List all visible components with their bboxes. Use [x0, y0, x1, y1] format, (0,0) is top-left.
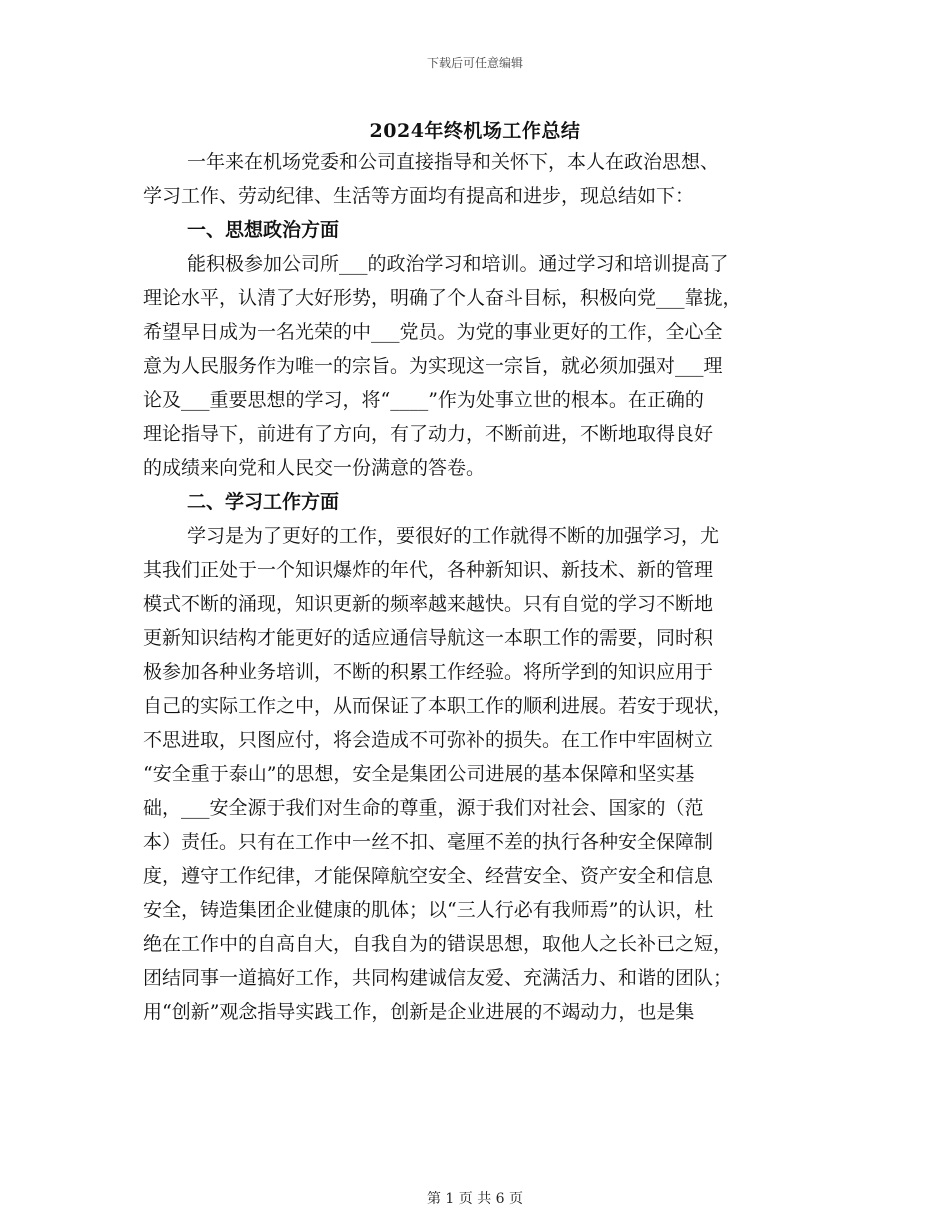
section-heading-study-work: 二、学习工作方面 [187, 491, 340, 513]
paragraph-line: 自己的实际工作之中，从而保证了本职工作的顺利进展。若安于现状， [143, 695, 733, 717]
page-number: 第 1 页 共 6 页 [426, 1191, 524, 1207]
paragraph-line: 理论指导下，前进有了方向，有了动力，不断前进，不断地取得良好 [143, 423, 714, 445]
document-title: 2024年终机场工作总结 [369, 120, 581, 142]
paragraph-line: 能积极参加公司所___的政治学习和培训。通过学习和培训提高了 [187, 253, 729, 275]
paragraph-line: 一年来在机场党委和公司直接指导和关怀下，本人在政治思想、 [187, 151, 720, 173]
paragraph-line: 意为人民服务作为唯一的宗旨。为实现这一宗旨，就必须加强对___理 [143, 355, 723, 377]
paragraph-line: 模式不断的涌现，知识更新的频率越来越快。只有自觉的学习不断地 [143, 593, 714, 615]
paragraph-line: “安全重于泰山”的思想，安全是集团公司进展的基本保障和坚实基 [143, 763, 695, 785]
paragraph-line: 础，___安全源于我们对生命的尊重，源于我们对社会、国家的（范 [143, 797, 704, 819]
paragraph-line: 团结同事一道搞好工作，共同构建诚信友爱、充满活力、和谐的团队； [143, 967, 733, 989]
paragraph-line: 学习是为了更好的工作，要很好的工作就得不断的加强学习，尤 [187, 525, 720, 547]
paragraph-line: 论及___重要思想的学习，将“____”作为处事立世的根本。在正确的 [143, 389, 704, 411]
paragraph-line: 绝在工作中的自高自大，自我自为的错误思想，取他人之长补已之短， [143, 933, 733, 955]
paragraph-line: 希望早日成为一名光荣的中___党员。为党的事业更好的工作，全心全 [143, 321, 723, 343]
paragraph-line: 学习工作、劳动纪律、生活等方面均有提高和进步，现总结如下： [143, 185, 695, 207]
section-heading-politics: 一、思想政治方面 [187, 219, 340, 241]
paragraph-line: 的成绩来向党和人民交一份满意的答卷。 [143, 457, 486, 479]
paragraph-line: 度，遵守工作纪律，才能保障航空安全、经营安全、资产安全和信息 [143, 865, 714, 887]
paragraph-line: 其我们正处于一个知识爆炸的年代，各种新知识、新技术、新的管理 [143, 559, 714, 581]
paragraph-line: 理论水平，认清了大好形势，明确了个人奋斗目标，积极向党___靠拢， [143, 287, 742, 309]
paragraph-line: 更新知识结构才能更好的适应通信导航这一本职工作的需要，同时积 [143, 627, 714, 649]
paragraph-line: 极参加各种业务培训，不断的积累工作经验。将所学到的知识应用于 [143, 661, 714, 683]
paragraph-line: 用“创新”观念指导实践工作，创新是企业进展的不竭动力，也是集 [143, 1001, 695, 1023]
paragraph-line: 不思进取，只图应付，将会造成不可弥补的损失。在工作中牢固树立 [143, 729, 714, 751]
header-note: 下载后可任意编辑 [426, 56, 523, 70]
paragraph-line: 本）责任。只有在工作中一丝不扣、毫厘不差的执行各种安全保障制 [143, 831, 714, 853]
document-body [143, 145, 813, 1029]
paragraph-line: 安全，铸造集团企业健康的肌体；以“三人行必有我师焉”的认识，杜 [143, 899, 714, 921]
